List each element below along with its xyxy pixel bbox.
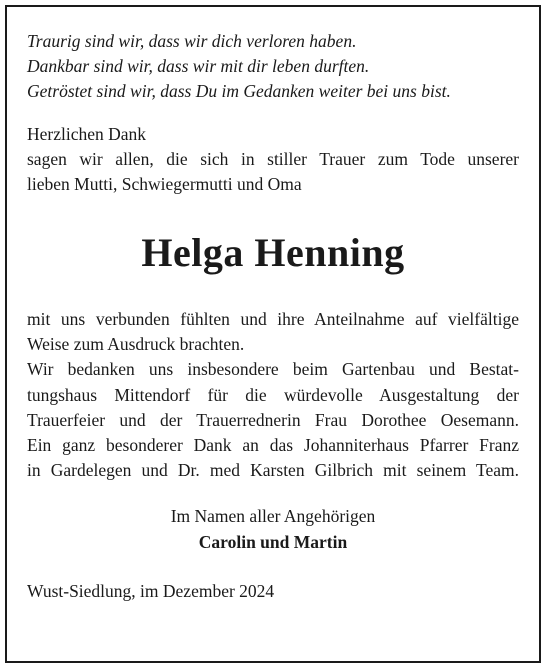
body-line: mit uns verbunden fühlten und ihre Anteilnahme auf vielfältige xyxy=(27,309,519,329)
body-line: Trauerfeier und der Trauerrednerin Frau Dorothee Oesemann. xyxy=(27,409,519,430)
body-line: tungshaus Mittendorf für die würdevolle Ausgestaltung der xyxy=(27,384,519,405)
signoff xyxy=(27,503,519,555)
poem-line: Traurig sind wir, dass wir dich verloren haben. xyxy=(27,31,357,51)
memorial-poem xyxy=(27,29,519,104)
signoff-intro: Im Namen aller Angehörigen xyxy=(170,506,376,527)
body-text xyxy=(27,307,519,483)
obituary-frame xyxy=(5,5,541,663)
thanks-section xyxy=(27,122,519,197)
poem-line: Dankbar sind wir, dass wir mit dir leben durften. xyxy=(27,56,370,76)
place-date: Wust-Siedlung, im Dezember 2024 xyxy=(27,581,275,602)
body-line: Wir bedanken uns insbesondere beim Gartenbau und Bestat- xyxy=(27,359,519,380)
thanks-line: sagen wir allen, die sich in stiller Trauer zum Tode unserer xyxy=(27,149,519,169)
body-line: Weise zum Ausdruck brachten. xyxy=(27,334,245,355)
body-line: in Gardelegen und Dr. med Karsten Gilbrich mit seinem Team. xyxy=(27,460,519,481)
body-line: Ein ganz besonderer Dank an das Johanniterhaus Pfarrer Franz xyxy=(27,435,519,456)
poem-line: Getröstet sind wir, dass Du im Gedanken weiter bei uns bist. xyxy=(27,81,451,101)
thanks-line: lieben Mutti, Schwiegermutti und Oma xyxy=(27,174,302,194)
signoff-names: Carolin und Martin xyxy=(198,532,348,553)
deceased-name: Helga Henning xyxy=(141,230,405,275)
obituary-content xyxy=(27,29,519,604)
thanks-heading: Herzlichen Dank xyxy=(27,124,147,144)
